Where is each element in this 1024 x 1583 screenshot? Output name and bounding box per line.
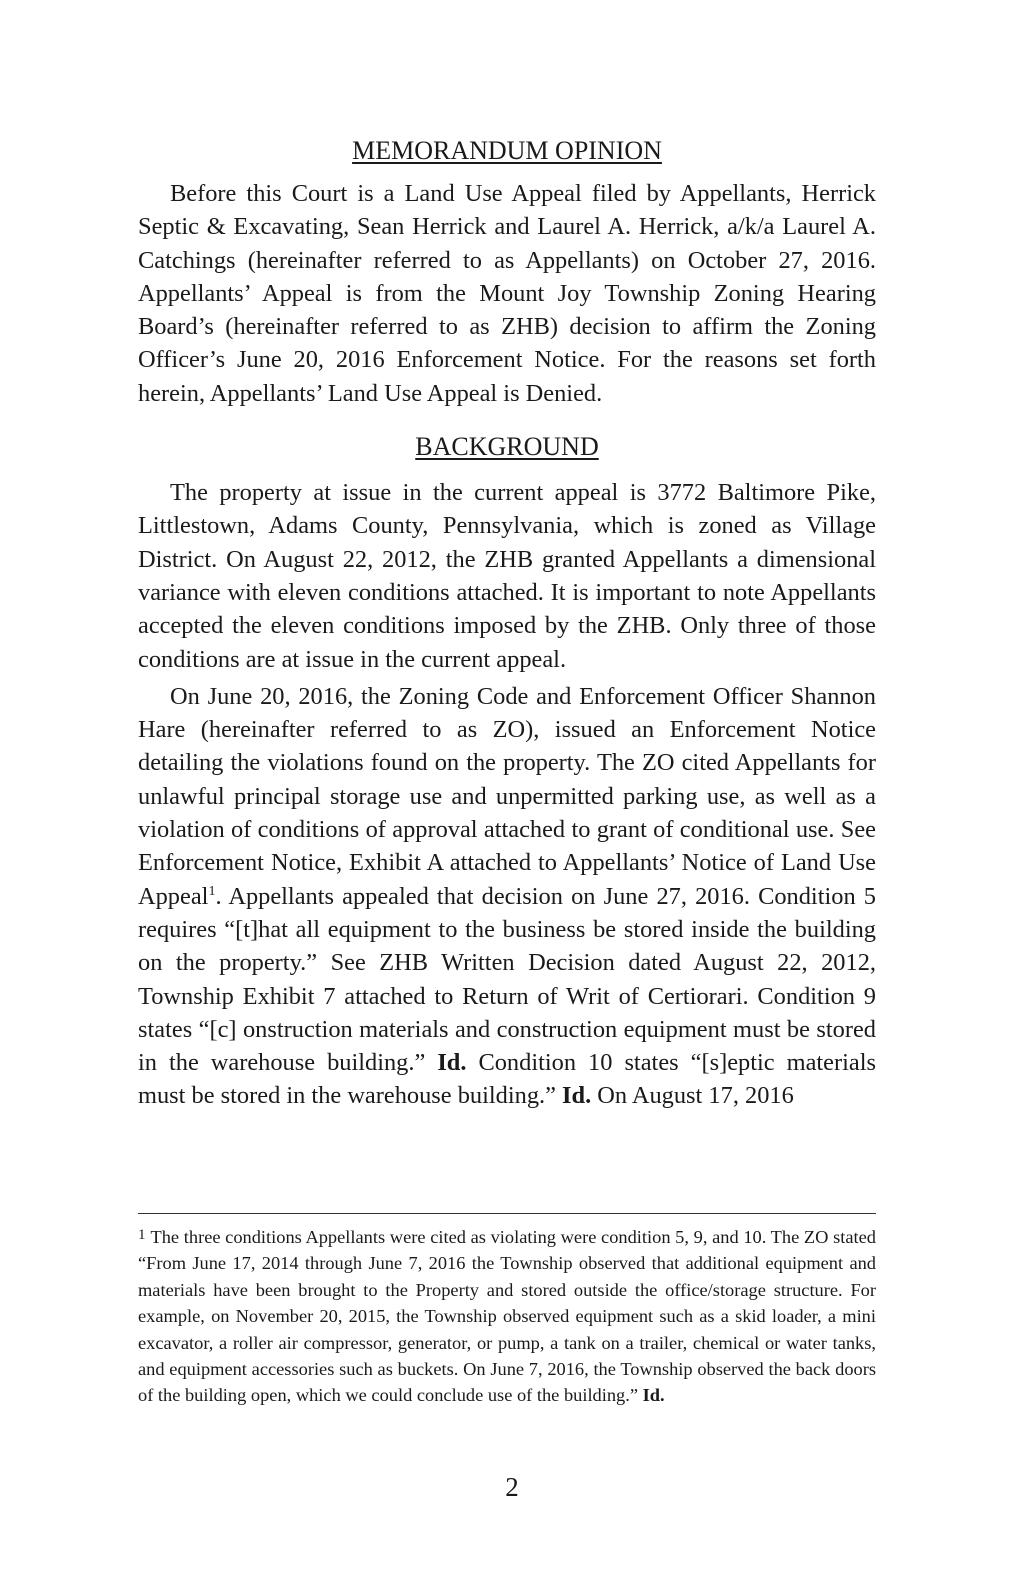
page-number: 2: [505, 1472, 519, 1502]
id-citation: Id.: [562, 1082, 592, 1110]
paragraph-enforcement-part-1: On June 20, 2016, the Zoning Code and Enforcement Officer Shannon Hare (hereinafter referred to as ZO), issued an Enforcement Notice detailing the violations found on the property. The ZO cited Appellants for unlawful principal storage use and unpermitted parking use, as well as a violation of conditions of approval attached to grant of conditional use. See Enforcement Notice, Exhibit A attached to Appellants’ Notice of Land Use Appeal: [138, 682, 876, 910]
footnote-number: 1: [138, 1227, 146, 1243]
footnote-1: [138, 1224, 876, 1409]
background-heading: BACKGROUND: [415, 432, 599, 462]
paragraph-enforcement-part-2: . Appellants appealed that decision on June 27, 2016. Condition 5 requires “[t]hat all equipment to the business be stored inside the building on the property.” See ZHB Written Decision dated August 22, 2012, Township Exhibit 7 attached to Return of Writ of Certiorari. Condition 9 states “[c] onstruction materials and construction equipment must be stored in the warehouse building.”: [138, 882, 876, 1077]
footnote-text: The three conditions Appellants were cited as violating were condition 5, 9, and 10. The ZO stated “From June 17, 2014 through June 7, 2016 the Township observed that additional equipment and materials have been brought to the Property and stored outside the office/storage structure. For example, on November 20, 2015, the Township observed equipment such as a skid loader, a mini excavator, a roller air compressor, generator, or pump, a tank on a trailer, chemical or water tanks, and equipment accessories such as buckets. On June 7, 2016, the Township observed the back doors of the building open, which we could conclude use of the building.”: [138, 1227, 876, 1406]
page-body: [138, 130, 876, 1113]
paragraph-enforcement-part-3: Condition 10 states “[s]eptic materials must be stored in the warehouse building.”: [138, 1049, 876, 1110]
paragraph-enforcement: [138, 680, 876, 1113]
memorandum-opinion-heading: MEMORANDUM OPINION: [352, 136, 662, 165]
id-citation: Id.: [437, 1049, 467, 1077]
footnote-divider: [138, 1213, 876, 1214]
paragraph-enforcement-part-4: On August 17, 2016: [591, 1082, 794, 1110]
footnote-reference[interactable]: 1: [208, 883, 216, 899]
paragraph-intro: Before this Court is a Land Use Appeal filed by Appellants, Herrick Septic & Excavating, Sean Herrick and Laurel A. Herrick, a/k/a Laurel A. Catchings (hereinafter referred to as Appellants) on October 27, 2016. Appellants’ Appeal is from the Mount Joy Township Zoning Hearing Board’s (hereinafter referred to as ZHB) decision to affirm the Zoning Officer’s June 20, 2016 Enforcement Notice. For the reasons set forth herein, Appellants’ Land Use Appeal is Denied.: [138, 180, 876, 407]
footnote-id-citation: Id.: [642, 1385, 665, 1406]
paragraph-property: The property at issue in the current appeal is 3772 Baltimore Pike, Littlestown, Adams County, Pennsylvania, which is zoned as Village District. On August 22, 2012, the ZHB granted Appellants a dimensional variance with eleven conditions attached. It is important to note Appellants accepted the eleven conditions imposed by the ZHB. Only three of those conditions are at issue in the current appeal.: [138, 479, 876, 673]
